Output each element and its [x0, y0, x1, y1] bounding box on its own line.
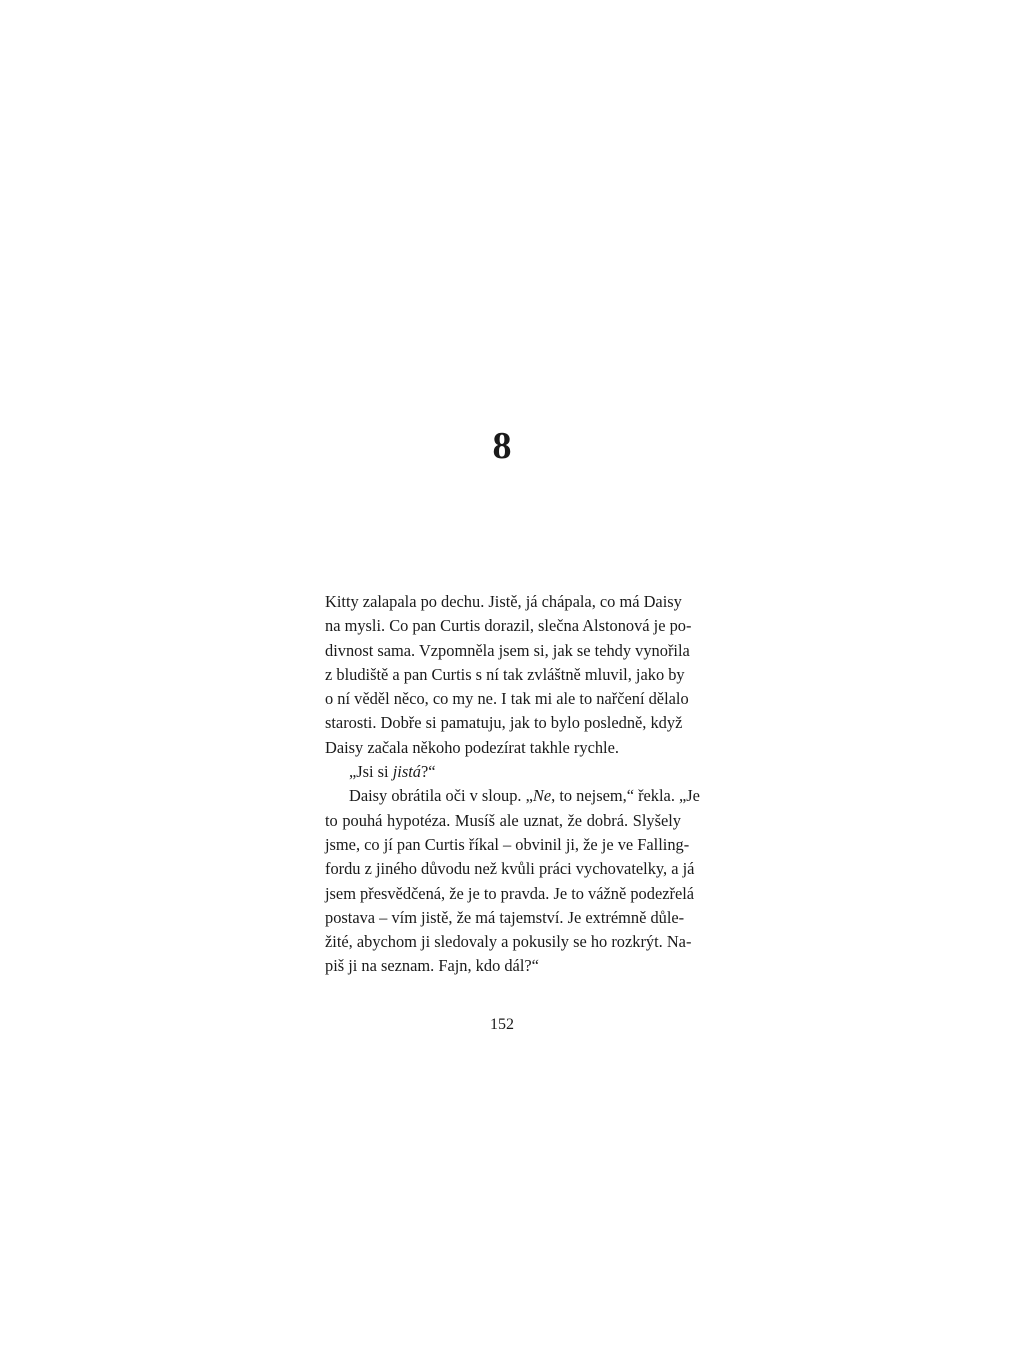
text-line: [325, 760, 681, 784]
text-line: postava – vím jistě, že má tajemství. Je extrémně důle-: [325, 907, 685, 927]
text-line: divnost sama. Vzpomněla jsem si, jak se tehdy vynořila: [325, 640, 690, 660]
paragraph-2: [325, 760, 681, 784]
text-fragment: „Jsi si: [349, 762, 393, 782]
text-fragment: ?“: [420, 762, 436, 782]
text-line: Daisy začala někoho podezírat takhle rychle.: [325, 737, 619, 757]
text-line: piš ji na seznam. Fajn, kdo dál?“: [325, 956, 539, 976]
text-line: fordu z jiného důvodu než kvůli práci vychovatelky, a já: [325, 859, 695, 879]
text-line: jsem přesvědčená, že je to pravda. Je to vážně podezřelá: [325, 883, 695, 903]
italic-text: jistá: [392, 762, 421, 782]
text-fragment: , to nejsem,“ řekla. „Je: [551, 786, 700, 806]
paragraph-1: [325, 590, 692, 760]
text-line: starosti. Dobře si pamatuju, jak to bylo posledně, když: [325, 713, 683, 733]
text-line: na mysli. Co pan Curtis dorazil, slečna Alstonová je po-: [325, 616, 692, 636]
text-line: [325, 784, 700, 808]
text-line: žité, abychom ji sledovaly a pokusily se ho rozkrýt. Na-: [325, 932, 692, 952]
text-line: jsme, co jí pan Curtis říkal – obvinil ji, že je ve Falling-: [325, 834, 690, 854]
page-number: 152: [490, 1016, 514, 1033]
text-fragment: Daisy obrátila oči v sloup. „: [349, 786, 533, 806]
paragraph-3: [325, 784, 700, 978]
body-text: [325, 590, 700, 979]
chapter-number: 8: [492, 425, 512, 467]
text-line: to pouhá hypotéza. Musíš ale uznat, že dobrá. Slyšely: [325, 810, 681, 830]
italic-text: Ne: [532, 786, 552, 806]
text-line: o ní věděl něco, co my ne. I tak mi ale to nařčení dělalo: [325, 689, 689, 709]
text-line: Kitty zalapala po dechu. Jistě, já chápala, co má Daisy: [325, 592, 682, 611]
text-line: z bludiště a pan Curtis s ní tak zvláštně mluvil, jako by: [325, 664, 685, 684]
